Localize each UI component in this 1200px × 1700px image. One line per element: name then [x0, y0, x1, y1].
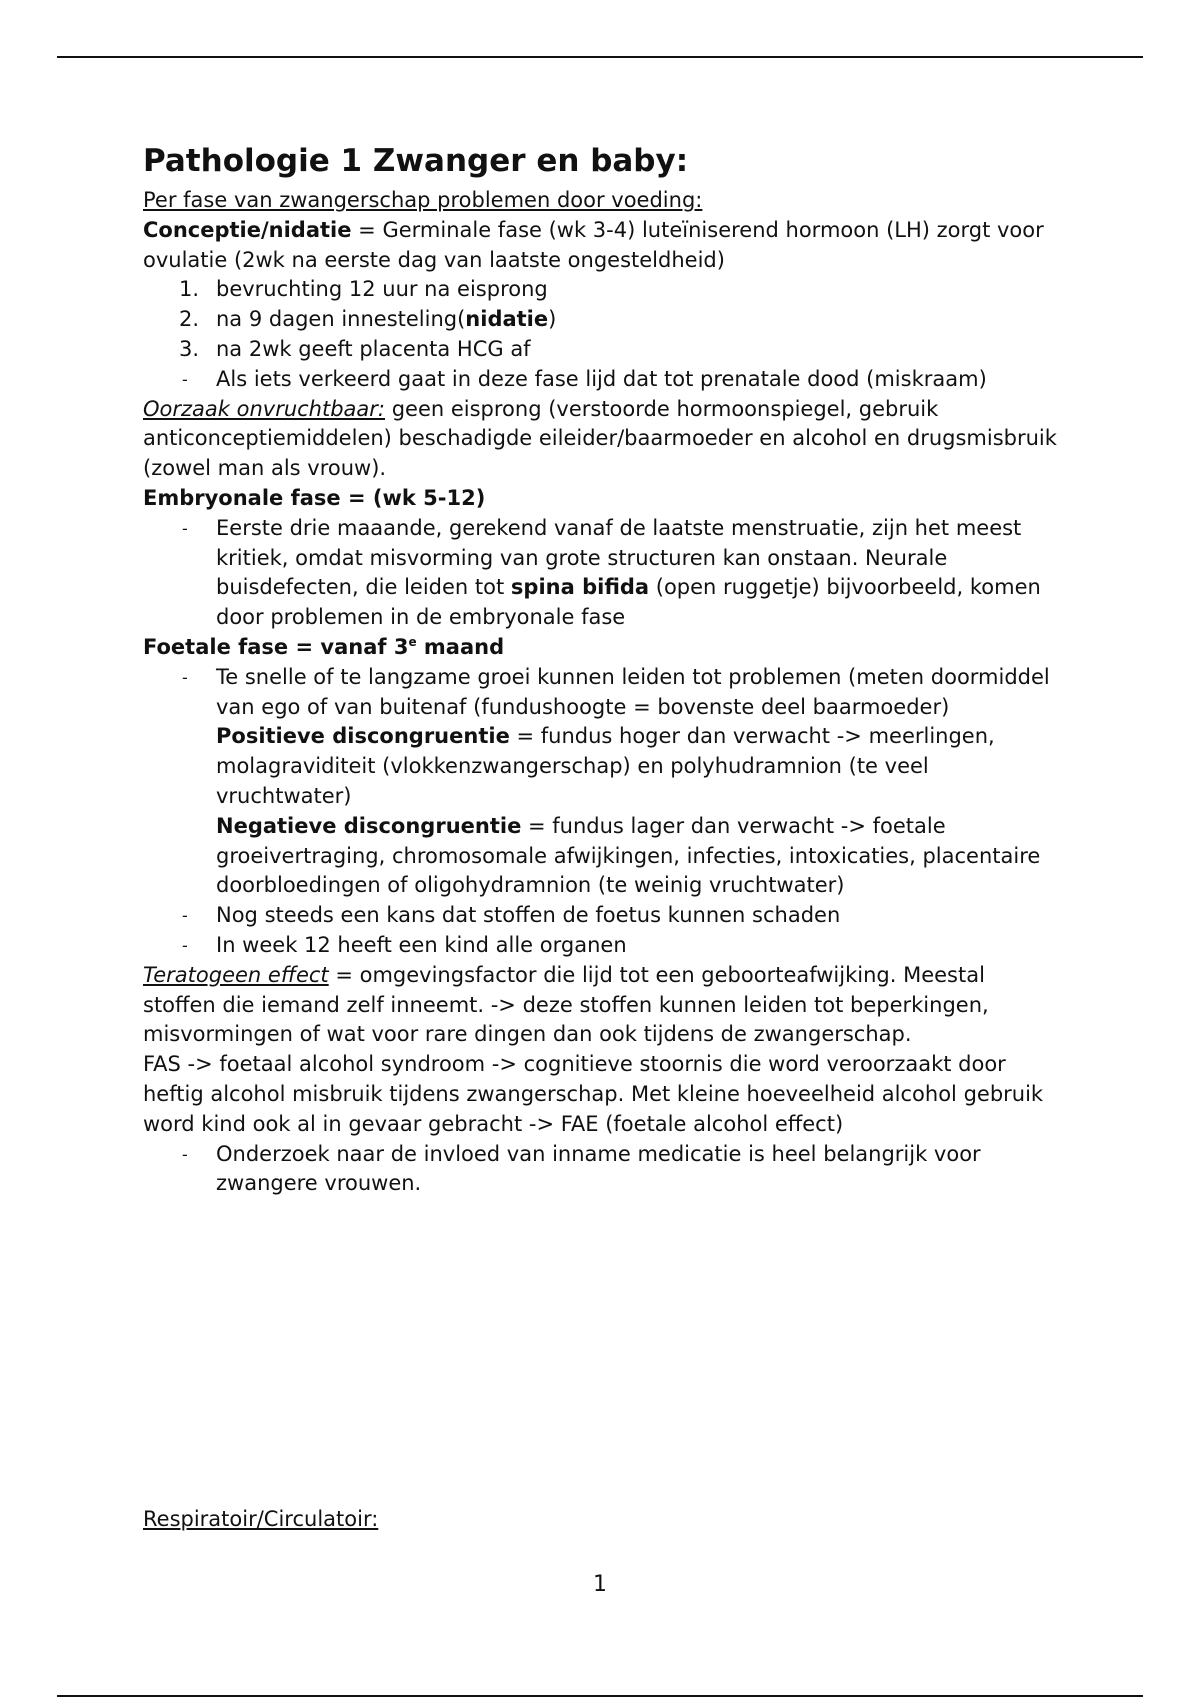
list-item: [143, 275, 1063, 305]
list-marker: 3.: [179, 336, 200, 361]
foetal-heading-b: maand: [416, 634, 505, 659]
bullet-marker: -: [182, 369, 188, 389]
respiratoir-heading: Respiratoir/Circulatoir:: [143, 1507, 379, 1532]
list-marker: 1.: [179, 277, 200, 302]
foetal-heading-a: Foetale fase = vanaf 3: [143, 634, 409, 659]
foetal-heading-sup: e: [408, 634, 417, 649]
positive-disc: [216, 722, 1063, 811]
bullet-marker: -: [182, 906, 188, 926]
bullet-marker: -: [182, 935, 188, 955]
bullet-text: Nog steeds een kans dat stoffen de foetus kunnen schaden: [216, 903, 841, 928]
pos-label: Positieve discongruentie: [216, 724, 510, 749]
subtitle: Per fase van zwangerschap problemen door voeding:: [143, 188, 703, 212]
concept-paragraph: [143, 216, 1063, 276]
bullet-item: [143, 931, 1063, 961]
oorzaak-label: Oorzaak onvruchtbaar:: [143, 396, 386, 421]
foetal-heading: [143, 633, 1063, 663]
terato-paragraph: [143, 961, 1063, 1050]
list-item: [143, 335, 1063, 365]
oorzaak-text: geen eisprong (verstoorde hormoonspiegel, gebruik anticonceptiemiddelen) beschadigde eileider/baarmoeder en alcohol en drugsmisbruik (zowel man als vrouw).: [143, 396, 1057, 481]
bullet-item: [143, 1140, 1063, 1200]
list-item-text: na 2wk geeft placenta HCG af: [216, 336, 531, 361]
neg-text: = fundus lager dan verwacht -> foetale groeivertraging, chromosomale afwijkingen, infecties, intoxicaties, placentaire doorbloedingen of oligohydramnion (te weinig vruchtwater): [216, 813, 1041, 898]
bullet-item: [143, 901, 1063, 931]
embryo-heading: [143, 484, 1063, 514]
page-number: 1: [593, 1572, 607, 1597]
blank-space: [143, 1199, 1063, 1505]
negative-disc: [216, 812, 1063, 901]
page-title: Pathologie 1 Zwanger en baby:: [143, 143, 689, 179]
concept-label: Conceptie/nidatie: [143, 217, 352, 242]
bullet-item: [143, 365, 1063, 395]
terato-label: Teratogeen effect: [143, 962, 329, 987]
bullet-text: In week 12 heeft een kind alle organen: [216, 932, 627, 957]
terato-text: = omgevingsfactor die lijd tot een geboorteafwijking. Meestal stoffen die iemand zelf inneemt. -> deze stoffen kunnen leiden tot beperkingen, misvormingen of wat voor rare dingen dan ook tijdens de zwangerschap.: [143, 962, 989, 1047]
footer-rule: [57, 1695, 1143, 1697]
list-item-text: bevruchting 12 uur na eisprong: [216, 277, 548, 302]
list-marker: 2.: [179, 307, 200, 332]
bullet-bold: spina bifida: [510, 575, 650, 600]
list-item-after: ): [548, 307, 557, 332]
list-item-text: na 9 dagen innesteling(: [216, 307, 466, 332]
bullet-text-b: (open ruggetje) bijvoorbeeld, komen door problemen in de embryonale fase: [216, 575, 1041, 630]
bullet-text: Als iets verkeerd gaat in deze fase lijd dat tot prenatale dood (miskraam): [216, 366, 987, 391]
list-item-bold: nidatie: [465, 307, 549, 332]
bullet-marker: -: [182, 1144, 188, 1164]
bullet-text: Onderzoek naar de invloed van inname medicatie is heel belangrijk voor zwangere vrouwen.: [216, 1141, 981, 1196]
oorzaak-paragraph: [143, 395, 1063, 484]
bullet-marker: -: [182, 667, 188, 687]
header-rule: [57, 56, 1143, 58]
concept-text: = Germinale fase (wk 3-4) luteïniserend hormoon (LH) zorgt voor ovulatie (2wk na eerste dag van laatste ongesteldheid): [143, 217, 1044, 272]
bullet-text: Eerste drie maaande, gerekend vanaf de laatste menstruatie, zijn het meest kritiek, omdat misvorming van grote structuren kan onstaan. Neurale buisdefecten, die leiden tot: [216, 515, 1022, 600]
list-item: [143, 305, 1063, 335]
document-body: [143, 138, 1063, 1535]
bullet-item: [143, 514, 1063, 633]
bullet-item: [143, 663, 1063, 901]
pos-text: = fundus hoger dan verwacht -> meerlingen, molagraviditeit (vlokkenzwangerschap) en polyhudramnion (te veel vruchtwater): [216, 724, 995, 808]
bullet-marker: -: [182, 518, 188, 538]
neg-label: Negatieve discongruentie: [216, 813, 522, 838]
embryo-heading-text: Embryonale fase = (wk 5-12): [143, 485, 486, 510]
bullet-text: Te snelle of te langzame groei kunnen leiden tot problemen (meten doormiddel van ego of van buitenaf (fundushoogte = bovenste deel baarmoeder): [216, 664, 1050, 719]
fas-paragraph: FAS -> foetaal alcohol syndroom -> cognitieve stoornis die word veroorzaakt door heftig alcohol misbruik tijdens zwangerschap. Met kleine hoeveelheid alcohol gebruik word kind ook al in gevaar gebracht -> FAE (foetale alcohol effect): [143, 1052, 1044, 1136]
